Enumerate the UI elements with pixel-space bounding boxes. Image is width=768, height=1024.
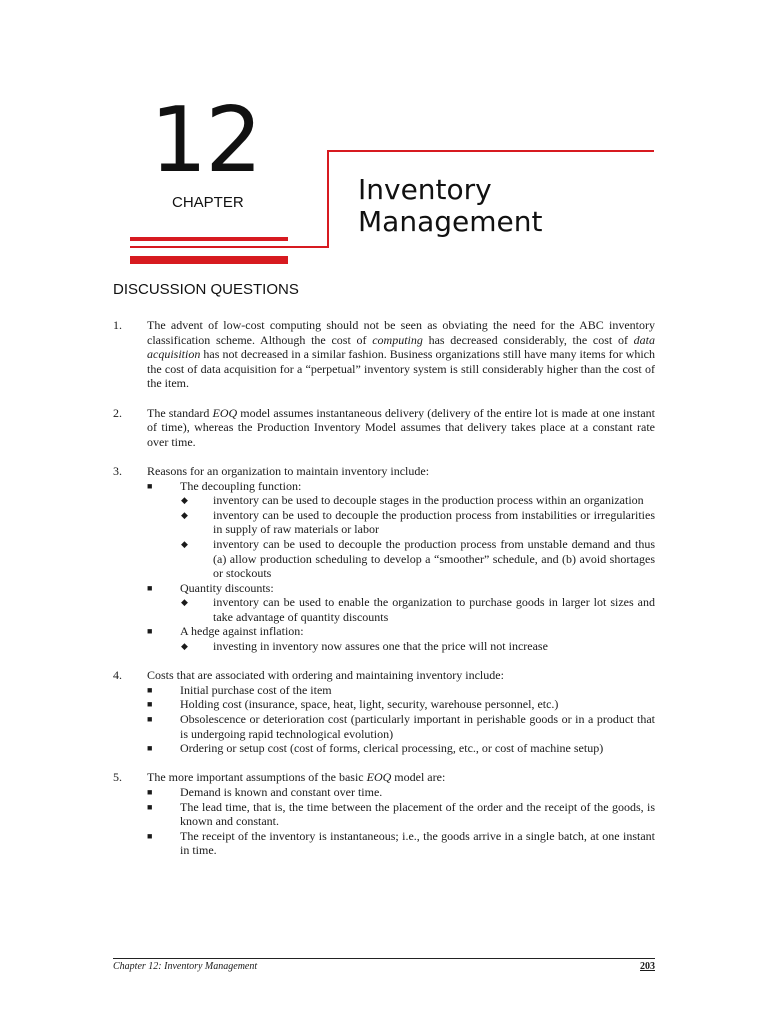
- text-run: The advent of low-cost computing should not be seen as obviating the need for the ABC inventory classification scheme. Although the cost of: [147, 318, 655, 347]
- header-rule-thick: [130, 256, 288, 264]
- bullet-text: inventory can be used to enable the organization to purchase goods in larger lot sizes and take advantage of quantity discounts: [213, 595, 655, 624]
- sub-bullet-item: [147, 639, 655, 654]
- question-number: 5.: [113, 770, 122, 785]
- chapter-title-line2: Management: [358, 205, 543, 238]
- bullet-text: Demand is known and constant over time.: [180, 785, 383, 799]
- square-bullet-icon: ■: [147, 626, 153, 637]
- bullet-item: [147, 800, 655, 829]
- footer-rule: [113, 958, 655, 959]
- question-text: Costs that are associated with ordering and maintaining inventory include:: [147, 668, 504, 683]
- bullet-item: [147, 712, 655, 741]
- diamond-bullet-icon: ◆: [181, 538, 188, 549]
- question-4: [113, 668, 655, 756]
- page-number: 203: [640, 961, 655, 972]
- question-text: [147, 406, 655, 450]
- sub-bullet-item: [147, 595, 655, 624]
- bullet-text: Obsolescence or deterioration cost (particularly important in perishable goods or in a product that is undergoing rapid technological evolution): [180, 712, 655, 741]
- question-text: Reasons for an organization to maintain inventory include:: [147, 463, 430, 478]
- diamond-bullet-icon: ◆: [181, 641, 188, 652]
- bullet-text: inventory can be used to decouple stages in the production process within an organization: [213, 493, 644, 508]
- bullet-item: [147, 829, 655, 858]
- diamond-bullet-icon: ◆: [181, 597, 188, 608]
- question-number: 4.: [113, 668, 122, 683]
- diamond-bullet-icon: ◆: [181, 495, 188, 506]
- emphasis: EOQ: [212, 405, 238, 420]
- sub-bullet-item: [147, 537, 655, 581]
- bullet-item: [147, 624, 655, 639]
- question-text: [147, 318, 655, 391]
- text-run: has not decreased in a similar fashion. Business organizations still have many items for which the cost of data acquisition for a “perpetual” inventory system is still considerably higher than the cost of the item.: [147, 347, 655, 391]
- text-run: model are:: [391, 770, 446, 785]
- emphasis: EOQ: [366, 770, 392, 785]
- bullet-item: [147, 741, 655, 756]
- bullet-text: Ordering or setup cost (cost of forms, clerical processing, etc., or cost of machine setup): [180, 741, 604, 756]
- square-bullet-icon: ■: [147, 684, 153, 695]
- bullet-text: A hedge against inflation:: [180, 624, 304, 639]
- bullet-item: [147, 581, 655, 596]
- question-3: [113, 464, 655, 654]
- bullet-text: Holding cost (insurance, space, heat, light, security, warehouse personnel, etc.): [180, 697, 559, 712]
- bullet-item: [147, 479, 655, 494]
- question-number: 1.: [113, 318, 122, 332]
- chapter-title-line1: Inventory: [358, 173, 492, 206]
- section-heading: DISCUSSION QUESTIONS: [113, 281, 299, 298]
- bullet-text: The decoupling function:: [180, 478, 302, 493]
- bullet-item: [147, 683, 655, 698]
- chapter-label: CHAPTER: [172, 194, 244, 211]
- text-run: The standard: [147, 405, 213, 420]
- discussion-questions: [113, 318, 655, 873]
- bullet-text: investing in inventory now assures one that the price will not increase: [213, 639, 548, 654]
- square-bullet-icon: ■: [147, 582, 153, 593]
- text-run: model assumes instantaneous delivery (delivery of the entire lot is made at one instant of time), whereas the Production Inventory Model assumes that delivery takes place at a constant rate over time.: [147, 405, 655, 449]
- bullet-text: The receipt of the inventory is instantaneous; i.e., the goods arrive in a single batch, at one instant in time.: [180, 828, 655, 858]
- bullet-text: inventory can be used to decouple the production process from instabilities or irregularities in supply of raw materials or labor: [213, 507, 655, 537]
- header-rule-connector: [130, 246, 329, 248]
- header-rule-top: [327, 150, 654, 152]
- bullet-text: inventory can be used to decouple the production process from unstable demand and thus (a) allow production scheduling to develop a “smoother” schedule, and (b) avoid shortages or stockouts: [213, 536, 655, 581]
- bullet-item: [147, 697, 655, 712]
- text-run: The more important assumptions of the basic: [147, 770, 367, 785]
- question-text: [147, 770, 655, 785]
- chapter-number: 12: [150, 88, 261, 193]
- square-bullet-icon: ■: [147, 480, 153, 491]
- square-bullet-icon: ■: [147, 699, 153, 710]
- bullet-text: Quantity discounts:: [180, 580, 274, 595]
- square-bullet-icon: ■: [147, 743, 153, 754]
- header-rule-vertical: [327, 151, 329, 248]
- diamond-bullet-icon: ◆: [181, 509, 188, 520]
- emphasis: data acquisition: [147, 332, 656, 362]
- bullet-text: Initial purchase cost of the item: [180, 682, 332, 697]
- bullet-item: [147, 785, 655, 800]
- footer-chapter-title: Chapter 12: Inventory Management: [113, 961, 258, 972]
- bullet-text: The lead time, that is, the time between the placement of the order and the receipt of the goods, is known and constant.: [180, 799, 655, 829]
- question-number: 2.: [113, 405, 122, 420]
- header-rule-thin: [130, 237, 288, 241]
- question-number: 3.: [113, 463, 122, 478]
- sub-bullet-item: [147, 508, 655, 537]
- chapter-title: [358, 174, 542, 238]
- square-bullet-icon: ■: [147, 801, 153, 812]
- question-1: [113, 318, 655, 391]
- square-bullet-icon: ■: [147, 830, 153, 841]
- sub-bullet-item: [147, 493, 655, 508]
- square-bullet-icon: ■: [147, 787, 153, 797]
- question-2: [113, 406, 655, 450]
- text-run: has decreased considerably, the cost of: [422, 332, 634, 347]
- square-bullet-icon: ■: [147, 714, 153, 725]
- emphasis: computing: [372, 332, 423, 347]
- question-5: [113, 770, 655, 858]
